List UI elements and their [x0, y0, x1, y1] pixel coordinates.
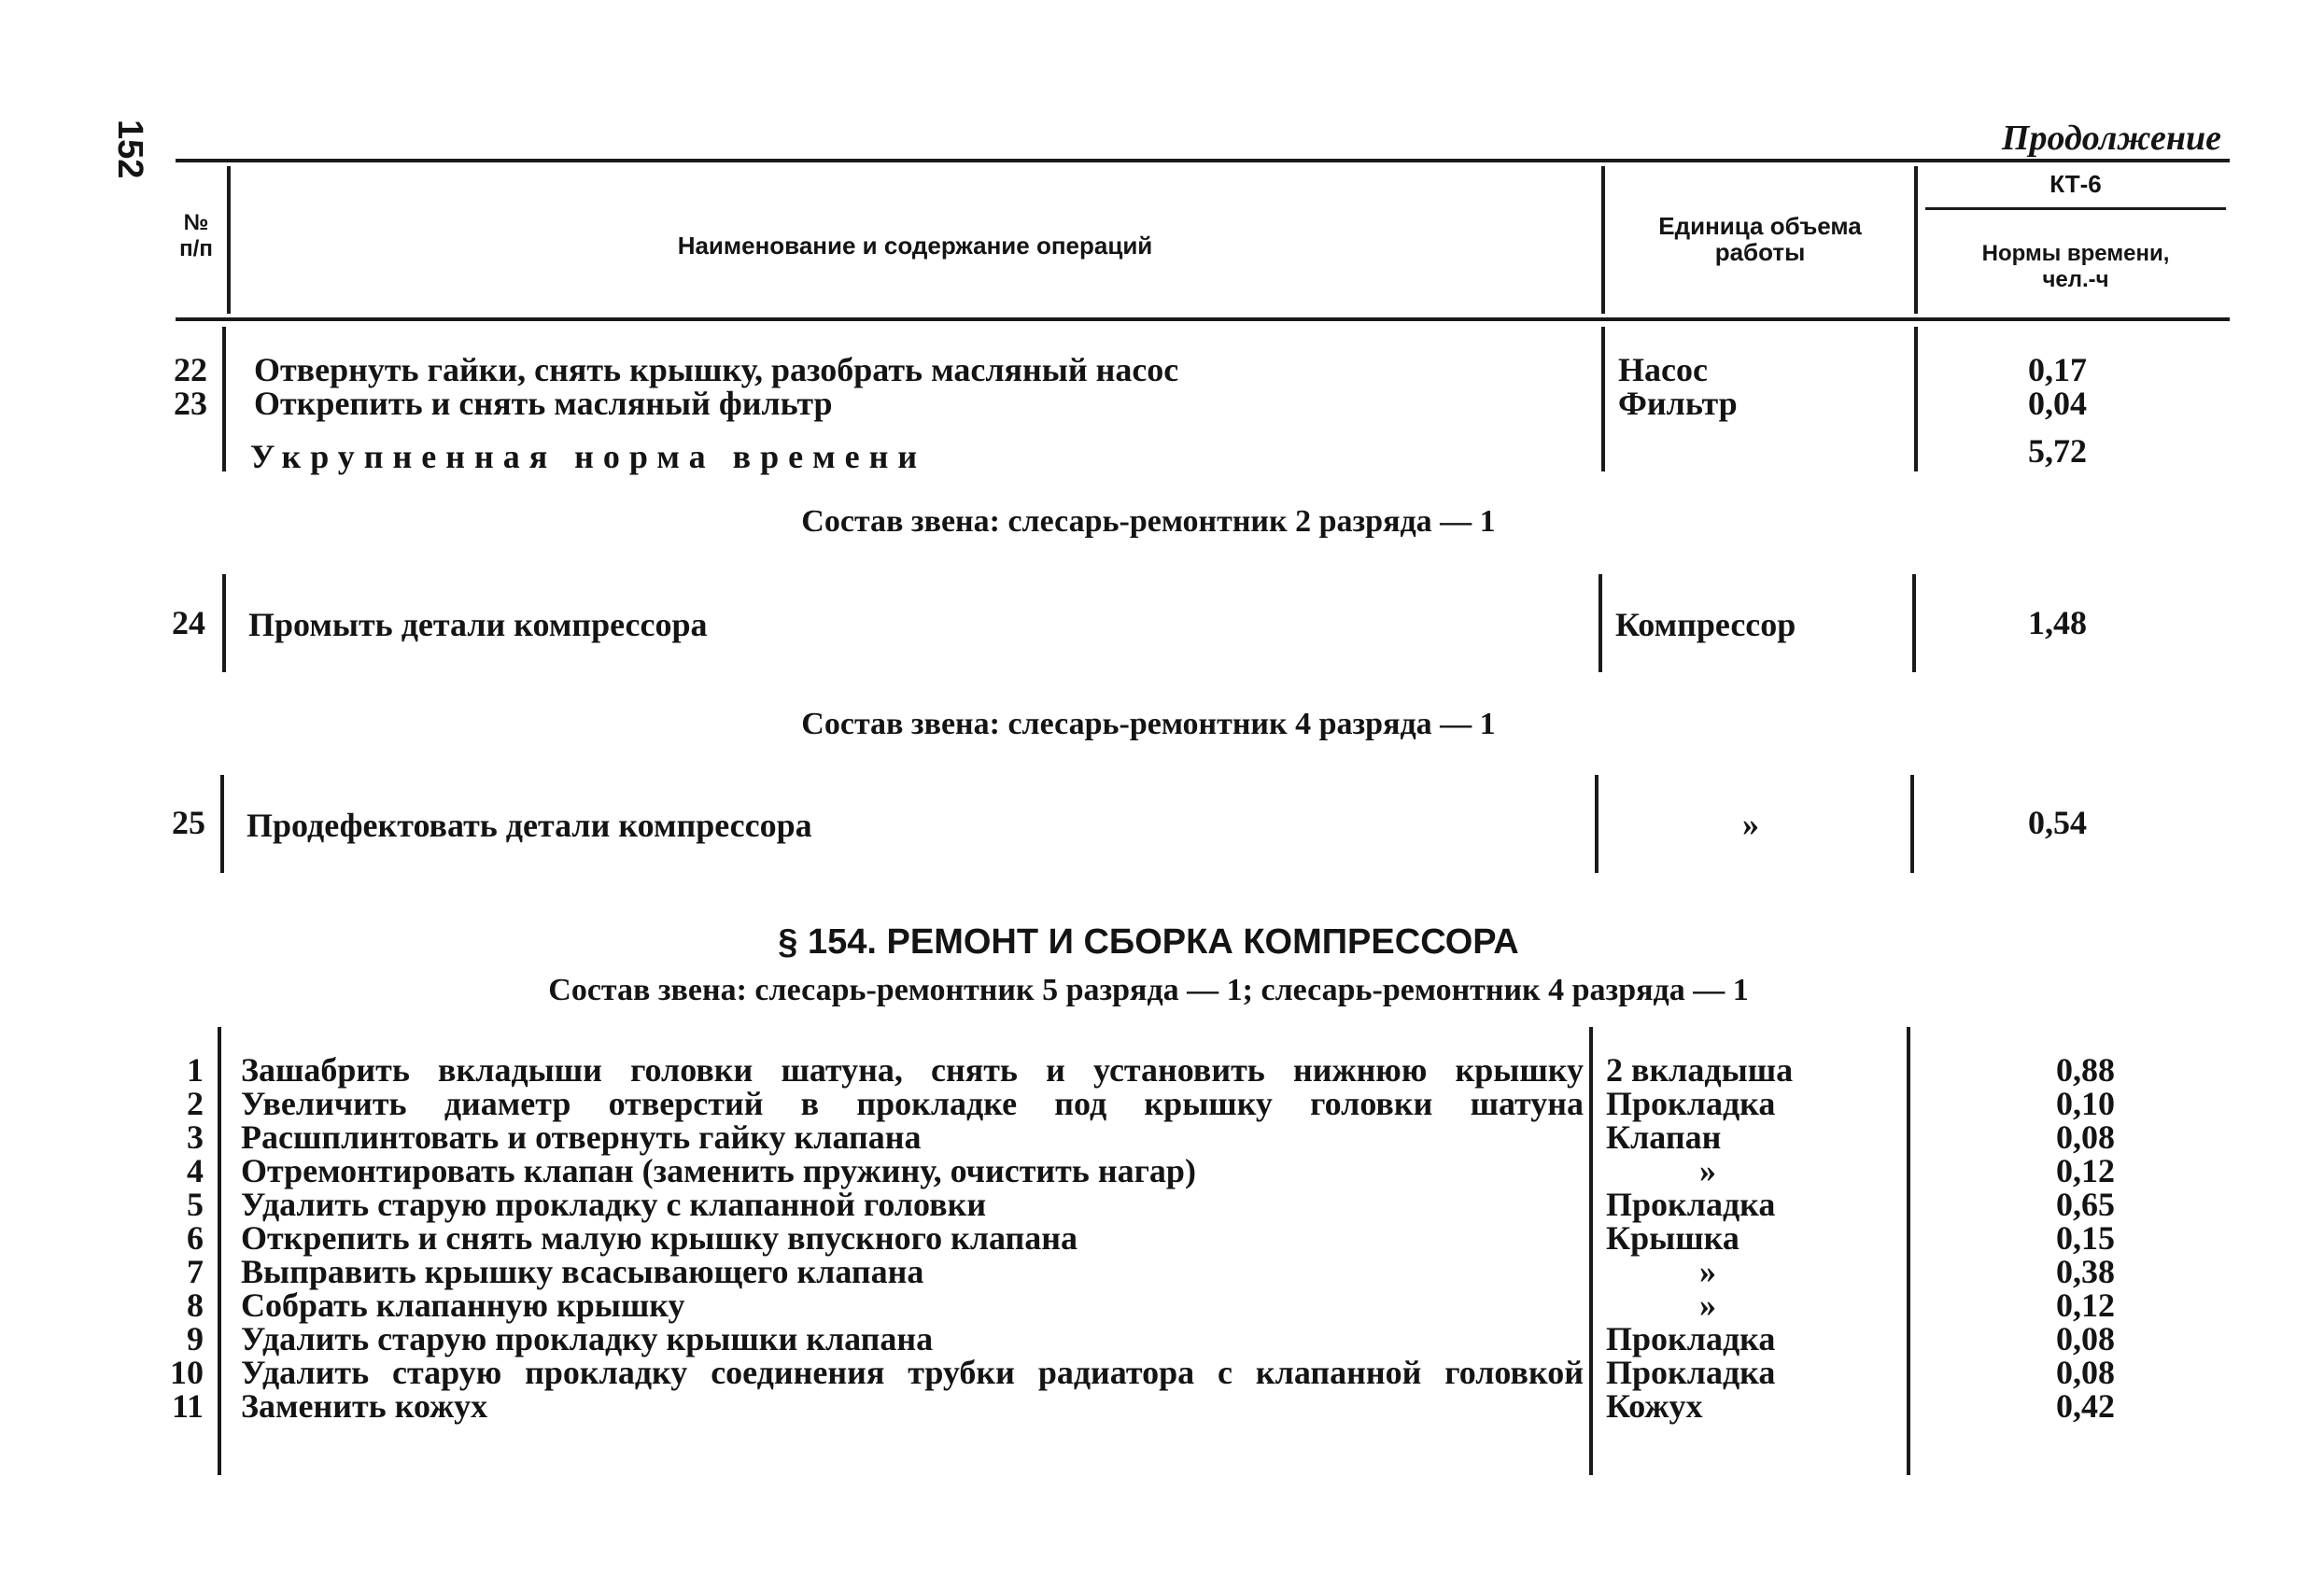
group-rule — [1925, 207, 2226, 210]
table2-row-name: Отремонтировать клапан (заменить пружину, очистить нагар) — [241, 1152, 1196, 1189]
table1-col2-divider — [1601, 327, 1605, 471]
table2-row-norm: 0,65 — [2056, 1186, 2115, 1223]
table2-row-number: 10 — [170, 1354, 204, 1391]
table2-row-unit: Прокладка — [1606, 1186, 1776, 1223]
table2-row-norm: 0,15 — [2056, 1219, 2115, 1257]
table2-row-unit: Прокладка — [1606, 1320, 1776, 1357]
table2-row-number: 6 — [187, 1219, 204, 1257]
table2-row-norm: 0,08 — [2056, 1320, 2115, 1357]
row24-number: 24 — [172, 604, 205, 641]
row24-norm: 1,48 — [2028, 604, 2087, 641]
table2-row-name: Увеличить диаметр отверстий в прокладке под крышку головки шатуна — [241, 1085, 1584, 1122]
table1-col1-divider — [222, 327, 226, 471]
table1-row-norm: 0,04 — [2028, 385, 2087, 422]
row24-unit: Компрессор — [1615, 606, 1796, 643]
table1-row-number: 22 — [174, 351, 207, 388]
row24-col2-divider — [1599, 574, 1602, 672]
table2-row-unit: Кожух — [1606, 1387, 1703, 1425]
table2-row-norm: 0,38 — [2056, 1253, 2115, 1290]
table2-col2-divider — [1589, 1027, 1593, 1475]
table2-row-name: Зашабрить вкладыши головки шатуна, снять и установить нижнюю крышку — [241, 1051, 1584, 1089]
table2-col1-divider — [218, 1027, 221, 1475]
table2-row-name: Открепить и снять малую крышку впускного клапана — [241, 1219, 1078, 1257]
section-title: § 154. РЕМОНТ И СБОРКА КОМПРЕССОРА — [778, 922, 1519, 962]
row25-unit: » — [1742, 806, 1759, 843]
table2-row-name: Выправить крышку всасывающего клапана — [241, 1253, 924, 1290]
total-value: 5,72 — [2028, 432, 2087, 470]
page-number: 152 — [110, 120, 149, 179]
table1-row-unit: Фильтр — [1618, 385, 1738, 422]
table2-row-name: Удалить старую прокладку соединения трубки радиатора с клапанной головкой — [241, 1354, 1584, 1391]
table2-row-number: 8 — [187, 1287, 204, 1324]
crew-composition-1: Состав звена: слесарь-ремонтник 2 разряда — 1 — [801, 504, 1496, 539]
table2-row-norm: 0,42 — [2056, 1387, 2115, 1425]
table2-row-unit: » — [1699, 1287, 1716, 1324]
row24-col1-divider — [222, 574, 226, 672]
table2-row-unit: Клапан — [1606, 1118, 1722, 1156]
table2-row-number: 1 — [187, 1051, 204, 1089]
table2-row-unit: » — [1699, 1152, 1716, 1189]
header-col-group: КТ-6 — [2049, 170, 2102, 198]
table2-row-unit: » — [1699, 1253, 1716, 1290]
header-col-unit: Единица объема работы — [1658, 212, 1862, 266]
table1-row-number: 23 — [174, 385, 207, 422]
row25-number: 25 — [172, 804, 205, 841]
header-col-norm: Нормы времени, чел.-ч — [1981, 241, 2170, 292]
table2-row-unit: 2 вкладыша — [1606, 1051, 1794, 1089]
table2-row-number: 3 — [187, 1118, 204, 1156]
table2-row-norm: 0,12 — [2056, 1287, 2115, 1324]
row25-name: Продефектовать детали компрессора — [246, 807, 812, 844]
row24-name: Промыть детали компрессора — [248, 606, 708, 643]
table1-row-name: Отвернуть гайки, снять крышку, разобрать масляный насос — [254, 351, 1179, 388]
table2-col3-divider — [1907, 1027, 1910, 1475]
table2-row-number: 11 — [171, 1387, 204, 1425]
table2-row-norm: 0,88 — [2056, 1051, 2115, 1089]
table2-row-name: Собрать клапанную крышку — [241, 1287, 685, 1324]
table2-row-unit: Крышка — [1606, 1219, 1739, 1257]
crew-composition-2: Состав звена: слесарь-ремонтник 4 разряда — 1 — [801, 707, 1496, 741]
table2-row-number: 5 — [187, 1186, 204, 1223]
table1-col3-divider — [1914, 327, 1918, 471]
row25-norm: 0,54 — [2028, 804, 2087, 841]
table1-row-name: Открепить и снять масляный фильтр — [254, 385, 833, 422]
header-col-name: Наименование и содержание операций — [677, 232, 1153, 260]
row24-col3-divider — [1912, 574, 1916, 672]
table2-row-name: Удалить старую прокладку крышки клапана — [241, 1320, 934, 1357]
table2-row-number: 9 — [187, 1320, 204, 1357]
header-col2-divider — [1601, 166, 1605, 314]
table2-row-unit: Прокладка — [1606, 1085, 1776, 1122]
continuation-label: Продолжение — [2001, 119, 2221, 158]
header-bottom-rule — [176, 317, 2230, 321]
table2-row-norm: 0,10 — [2056, 1085, 2115, 1122]
table2-row-name: Удалить старую прокладку с клапанной головки — [241, 1186, 987, 1223]
table2-row-name: Заменить кожух — [241, 1387, 488, 1425]
header-col-num: № п/п — [179, 210, 213, 261]
table2-row-number: 2 — [187, 1085, 204, 1122]
crew-composition-3: Состав звена: слесарь-ремонтник 5 разряда — 1; слесарь-ремонтник 4 разряда — 1 — [548, 973, 1749, 1007]
table2-row-number: 7 — [187, 1253, 204, 1290]
table2-row-norm: 0,12 — [2056, 1152, 2115, 1189]
row25-col3-divider — [1910, 775, 1914, 873]
header-top-rule — [176, 159, 2230, 162]
table2-row-unit: Прокладка — [1606, 1354, 1776, 1391]
total-label: Укрупненная норма времени — [250, 438, 927, 475]
header-col1-divider — [227, 166, 231, 314]
row25-col1-divider — [220, 775, 224, 873]
row25-col2-divider — [1595, 775, 1599, 873]
table1-row-unit: Насос — [1618, 351, 1708, 388]
header-col3-divider — [1914, 166, 1918, 314]
table2-row-number: 4 — [187, 1152, 204, 1189]
table2-row-name: Расшплинтовать и отвернуть гайку клапана — [241, 1118, 922, 1156]
table2-row-norm: 0,08 — [2056, 1118, 2115, 1156]
table1-row-norm: 0,17 — [2028, 351, 2087, 388]
table2-row-norm: 0,08 — [2056, 1354, 2115, 1391]
